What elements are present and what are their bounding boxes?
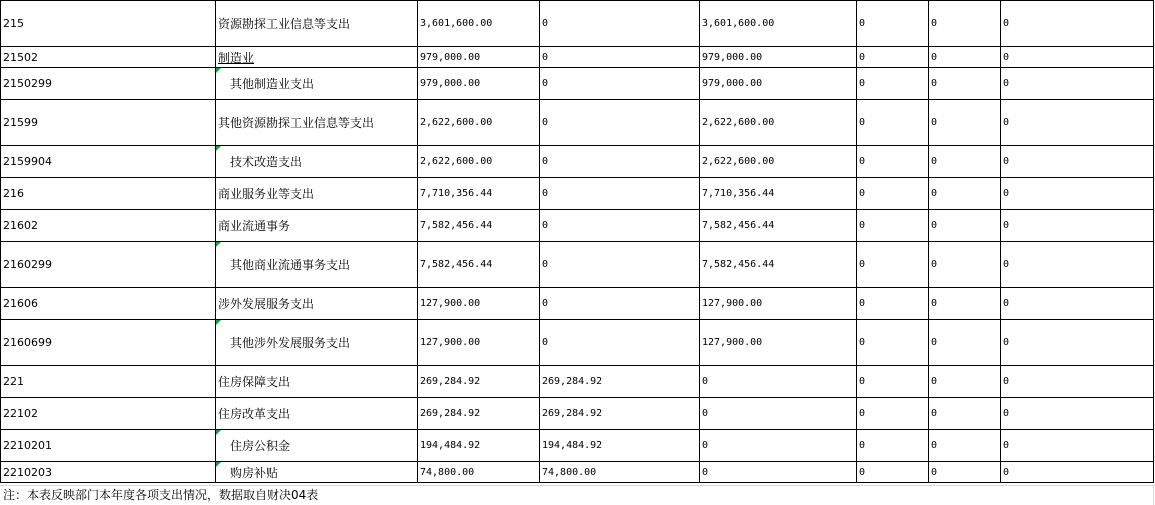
column-6-cell[interactable]: 0 [857, 288, 929, 320]
comment-marker-icon [216, 146, 221, 151]
function-name-cell[interactable] [216, 178, 418, 210]
basic-expenditure-cell[interactable]: 0 [540, 47, 700, 68]
comment-marker-icon [216, 68, 221, 73]
table-row [1, 100, 1154, 146]
column-7-cell[interactable]: 0 [929, 100, 1001, 146]
basic-expenditure-cell[interactable]: 194,484.92 [540, 430, 700, 462]
sheet-gridline [1153, 485, 1154, 505]
basic-expenditure-cell[interactable]: 0 [540, 288, 700, 320]
function-code-cell[interactable]: 2210201 [1, 430, 216, 462]
function-code-cell[interactable]: 216 [1, 178, 216, 210]
function-code-cell[interactable]: 22102 [1, 398, 216, 430]
total-amount-cell[interactable]: 2,622,600.00 [418, 100, 540, 146]
function-code-cell[interactable]: 21599 [1, 100, 216, 146]
category-label: 涉外发展服务支出 [218, 297, 315, 311]
column-6-cell[interactable]: 0 [857, 47, 929, 68]
category-label: 其他制造业支出 [230, 77, 315, 91]
project-expenditure-cell[interactable]: 7,582,456.44 [700, 242, 857, 288]
basic-expenditure-cell[interactable]: 269,284.92 [540, 398, 700, 430]
category-label: 其他资源勘探工业信息等支出 [218, 116, 375, 130]
column-7-cell[interactable]: 0 [929, 430, 1001, 462]
function-code-cell[interactable]: 2150299 [1, 68, 216, 100]
category-label: 技术改造支出 [230, 155, 303, 169]
column-7-cell[interactable]: 0 [929, 366, 1001, 398]
project-expenditure-cell[interactable]: 7,710,356.44 [700, 178, 857, 210]
total-amount-cell[interactable]: 269,284.92 [418, 398, 540, 430]
comment-marker-icon [216, 320, 221, 325]
table-row [1, 398, 1154, 430]
total-amount-cell[interactable]: 127,900.00 [418, 288, 540, 320]
column-6-cell[interactable]: 0 [857, 100, 929, 146]
basic-expenditure-cell[interactable]: 0 [540, 68, 700, 100]
column-7-cell[interactable]: 0 [929, 320, 1001, 366]
comment-marker-icon [216, 430, 221, 435]
column-6-cell[interactable]: 0 [857, 366, 929, 398]
function-name-cell[interactable] [216, 398, 418, 430]
function-code-cell[interactable]: 21602 [1, 210, 216, 242]
column-8-cell[interactable]: 0 [1001, 462, 1154, 483]
table-row [1, 1, 1154, 47]
function-name-cell[interactable] [216, 47, 418, 68]
table-row [1, 178, 1154, 210]
category-label: 住房改革支出 [218, 407, 291, 421]
basic-expenditure-cell[interactable]: 0 [540, 320, 700, 366]
table-row [1, 320, 1154, 366]
total-amount-cell[interactable]: 979,000.00 [418, 47, 540, 68]
category-label: 商业服务业等支出 [218, 187, 315, 201]
function-code-cell[interactable]: 221 [1, 366, 216, 398]
column-6-cell[interactable]: 0 [857, 1, 929, 47]
column-6-cell[interactable]: 0 [857, 178, 929, 210]
column-7-cell[interactable]: 0 [929, 178, 1001, 210]
function-code-cell[interactable]: 21502 [1, 47, 216, 68]
category-label: 购房补贴 [230, 465, 279, 480]
basic-expenditure-cell[interactable]: 0 [540, 178, 700, 210]
column-8-cell[interactable]: 0 [1001, 178, 1154, 210]
total-amount-cell[interactable]: 194,484.92 [418, 430, 540, 462]
table-row [1, 242, 1154, 288]
column-6-cell[interactable]: 0 [857, 462, 929, 483]
project-expenditure-cell[interactable]: 0 [700, 398, 857, 430]
column-8-cell[interactable]: 0 [1001, 210, 1154, 242]
function-code-cell[interactable]: 21606 [1, 288, 216, 320]
category-label: 其他涉外发展服务支出 [230, 336, 351, 350]
total-amount-cell[interactable]: 979,000.00 [418, 68, 540, 100]
table-row [1, 210, 1154, 242]
total-amount-cell[interactable]: 127,900.00 [418, 320, 540, 366]
total-amount-cell[interactable]: 2,622,600.00 [418, 146, 540, 178]
column-8-cell[interactable]: 0 [1001, 430, 1154, 462]
table-row [1, 430, 1154, 462]
function-name-cell[interactable] [216, 288, 418, 320]
basic-expenditure-cell[interactable]: 269,284.92 [540, 366, 700, 398]
project-expenditure-cell[interactable]: 979,000.00 [700, 47, 857, 68]
column-7-cell[interactable]: 0 [929, 1, 1001, 47]
comment-marker-icon [216, 242, 221, 247]
table-row [1, 288, 1154, 320]
total-amount-cell[interactable]: 74,800.00 [418, 462, 540, 483]
project-expenditure-cell[interactable]: 3,601,600.00 [700, 1, 857, 47]
project-expenditure-cell[interactable]: 0 [700, 366, 857, 398]
column-6-cell[interactable]: 0 [857, 210, 929, 242]
column-8-cell[interactable]: 0 [1001, 146, 1154, 178]
column-6-cell[interactable]: 0 [857, 430, 929, 462]
category-label: 资源勘探工业信息等支出 [218, 17, 351, 31]
function-name-cell[interactable] [216, 210, 418, 242]
project-expenditure-cell[interactable]: 979,000.00 [700, 68, 857, 100]
function-code-cell[interactable]: 2159904 [1, 146, 216, 178]
project-expenditure-cell[interactable]: 0 [700, 430, 857, 462]
function-name-cell[interactable] [216, 68, 418, 100]
column-7-cell[interactable]: 0 [929, 146, 1001, 178]
function-name-cell[interactable] [216, 1, 418, 47]
function-code-cell[interactable]: 2160299 [1, 242, 216, 288]
basic-expenditure-cell[interactable]: 0 [540, 210, 700, 242]
column-7-cell[interactable]: 0 [929, 210, 1001, 242]
column-7-cell[interactable]: 0 [929, 242, 1001, 288]
project-expenditure-cell[interactable]: 127,900.00 [700, 320, 857, 366]
project-expenditure-cell[interactable]: 7,582,456.44 [700, 210, 857, 242]
function-name-cell[interactable] [216, 242, 418, 288]
function-code-cell[interactable]: 2210203 [1, 462, 216, 483]
column-8-cell[interactable]: 0 [1001, 320, 1154, 366]
project-expenditure-cell[interactable]: 2,622,600.00 [700, 146, 857, 178]
table-row [1, 146, 1154, 178]
column-8-cell[interactable]: 0 [1001, 288, 1154, 320]
column-8-cell[interactable]: 0 [1001, 100, 1154, 146]
category-label: 住房保障支出 [218, 375, 291, 389]
column-7-cell[interactable]: 0 [929, 47, 1001, 68]
function-name-cell[interactable] [216, 320, 418, 366]
function-name-cell[interactable] [216, 366, 418, 398]
total-amount-cell[interactable]: 7,582,456.44 [418, 242, 540, 288]
column-6-cell[interactable]: 0 [857, 398, 929, 430]
project-expenditure-cell[interactable]: 2,622,600.00 [700, 100, 857, 146]
category-label: 制造业 [218, 50, 255, 65]
column-6-cell[interactable]: 0 [857, 146, 929, 178]
basic-expenditure-cell[interactable]: 0 [540, 146, 700, 178]
column-7-cell[interactable]: 0 [929, 398, 1001, 430]
function-name-cell[interactable] [216, 146, 418, 178]
column-6-cell[interactable]: 0 [857, 68, 929, 100]
project-expenditure-cell[interactable]: 0 [700, 462, 857, 483]
column-8-cell[interactable]: 0 [1001, 242, 1154, 288]
basic-expenditure-cell[interactable]: 74,800.00 [540, 462, 700, 483]
function-code-cell[interactable]: 215 [1, 1, 216, 47]
category-label: 商业流通事务 [218, 219, 291, 233]
comment-marker-icon [216, 462, 221, 467]
column-8-cell[interactable]: 0 [1001, 1, 1154, 47]
total-amount-cell[interactable]: 7,710,356.44 [418, 178, 540, 210]
column-8-cell[interactable]: 0 [1001, 366, 1154, 398]
category-label: 住房公积金 [230, 439, 291, 453]
table-row [1, 47, 1154, 68]
total-amount-cell[interactable]: 3,601,600.00 [418, 1, 540, 47]
table-footnote: 注：本表反映部门本年度各项支出情况，数据取自财决04表 [3, 488, 319, 502]
table-row [1, 366, 1154, 398]
basic-expenditure-cell[interactable]: 0 [540, 100, 700, 146]
function-name-cell[interactable] [216, 462, 418, 483]
column-7-cell[interactable]: 0 [929, 462, 1001, 483]
project-expenditure-cell[interactable]: 127,900.00 [700, 288, 857, 320]
column-7-cell[interactable]: 0 [929, 68, 1001, 100]
category-label: 其他商业流通事务支出 [230, 258, 351, 272]
column-6-cell[interactable]: 0 [857, 242, 929, 288]
total-amount-cell[interactable]: 7,582,456.44 [418, 210, 540, 242]
table-row [1, 462, 1154, 483]
column-6-cell[interactable]: 0 [857, 320, 929, 366]
basic-expenditure-cell[interactable]: 0 [540, 1, 700, 47]
function-name-cell[interactable] [216, 430, 418, 462]
column-8-cell[interactable]: 0 [1001, 398, 1154, 430]
basic-expenditure-cell[interactable]: 0 [540, 242, 700, 288]
column-8-cell[interactable]: 0 [1001, 68, 1154, 100]
function-name-cell[interactable] [216, 100, 418, 146]
function-code-cell[interactable]: 2160699 [1, 320, 216, 366]
column-7-cell[interactable]: 0 [929, 288, 1001, 320]
total-amount-cell[interactable]: 269,284.92 [418, 366, 540, 398]
table-row [1, 68, 1154, 100]
column-8-cell[interactable]: 0 [1001, 47, 1154, 68]
